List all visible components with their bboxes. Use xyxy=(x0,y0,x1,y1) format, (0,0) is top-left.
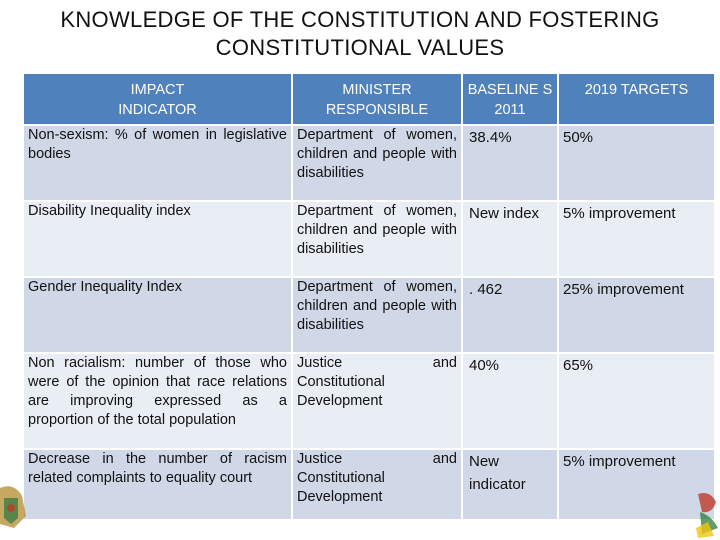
title-line-1: KNOWLEDGE OF THE CONSTITUTION AND FOSTERING xyxy=(60,7,660,32)
header-impact-indicator: IMPACT INDICATOR xyxy=(24,74,292,125)
target-cell: 50% xyxy=(558,125,714,201)
header-baseline: BASELINE S 2011 xyxy=(462,74,558,125)
indicator-cell: Gender Inequality Index xyxy=(24,277,292,353)
table-row xyxy=(24,125,714,201)
minister-cell: Department of women, children and people with disabilities xyxy=(292,277,462,353)
minister-cell: Justice and Constitutional Development xyxy=(292,353,462,449)
indicator-cell: Disability Inequality index xyxy=(24,201,292,277)
minister-cell: Department of women, children and people with disabilities xyxy=(292,201,462,277)
page-title xyxy=(0,6,720,62)
indicator-cell: Decrease in the number of racism related complaints to equality court xyxy=(24,449,292,519)
flag-emblem-icon xyxy=(692,488,720,540)
minister-cell: Department of women, children and people with disabilities xyxy=(292,125,462,201)
header-minister-responsible: MINISTER RESPONSIBLE xyxy=(292,74,462,125)
indicator-cell: Non racialism: number of those who were of the opinion that race relations are improving expressed as a proportion of the total population xyxy=(24,353,292,449)
target-cell: 65% xyxy=(558,353,714,449)
coat-of-arms-emblem-icon xyxy=(0,468,38,540)
table-row xyxy=(24,201,714,277)
header-2019-targets: 2019 TARGETS xyxy=(558,74,714,125)
baseline-cell: . 462 xyxy=(462,277,558,353)
baseline-cell: 38.4% xyxy=(462,125,558,201)
target-cell: 5% improvement xyxy=(558,449,714,519)
table-header-row xyxy=(24,74,714,125)
indicator-table xyxy=(24,74,714,519)
baseline-cell: New index xyxy=(462,201,558,277)
baseline-cell: 40% xyxy=(462,353,558,449)
target-cell: 25% improvement xyxy=(558,277,714,353)
table-row xyxy=(24,449,714,519)
table-row xyxy=(24,353,714,449)
table-row xyxy=(24,277,714,353)
title-line-2: CONSTITUTIONAL VALUES xyxy=(215,35,505,60)
minister-cell: Justice and Constitutional Development xyxy=(292,449,462,519)
baseline-cell: New indicator xyxy=(462,449,558,519)
target-cell: 5% improvement xyxy=(558,201,714,277)
indicator-cell: Non-sexism: % of women in legislative bodies xyxy=(24,125,292,201)
